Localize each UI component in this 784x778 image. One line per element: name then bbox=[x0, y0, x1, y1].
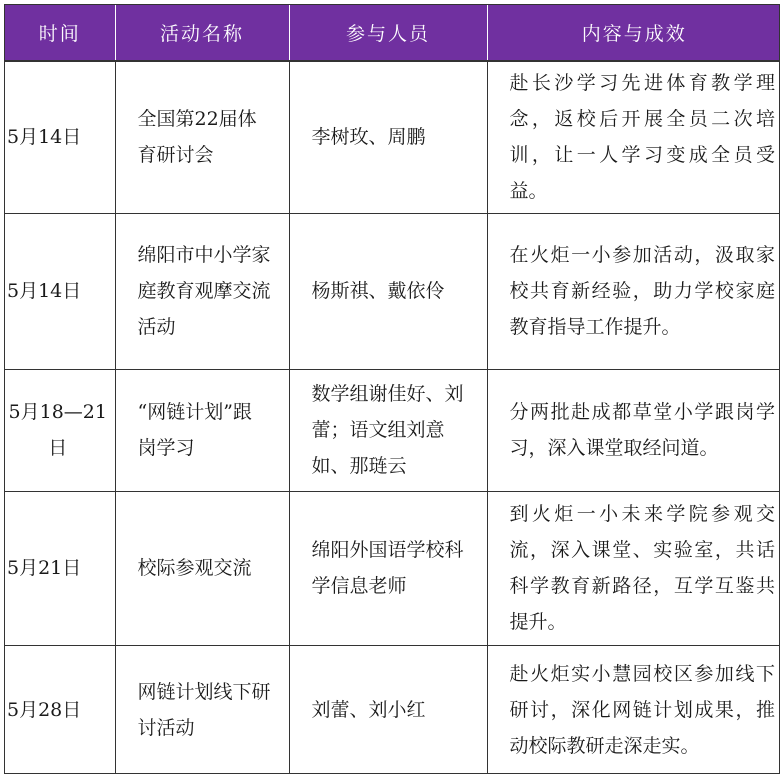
cell-content-results: 赴长沙学习先进体育教学理念，返校后开展全员二次培训，让一人学习变成全员受益。 bbox=[487, 61, 780, 213]
header-row bbox=[5, 5, 780, 61]
cell-participants: 刘蕾、刘小红 bbox=[289, 645, 487, 774]
header-time: 时间 bbox=[5, 5, 115, 61]
cell-participants: 杨斯祺、戴依伶 bbox=[289, 213, 487, 369]
cell-content-results: 到火炬一小未来学院参观交流，深入课堂、实验室，共话科学教育新路径，互学互鉴共提升。 bbox=[487, 491, 780, 645]
table-row bbox=[5, 491, 780, 645]
table-row bbox=[5, 369, 780, 491]
cell-activity-name: 全国第22届体育研讨会 bbox=[115, 61, 289, 213]
activity-table-container bbox=[4, 4, 780, 774]
table-header bbox=[5, 5, 780, 61]
cell-participants: 李树玫、周鹏 bbox=[289, 61, 487, 213]
header-participants: 参与人员 bbox=[289, 5, 487, 61]
cell-time: 5月14日 bbox=[5, 213, 115, 369]
cell-content-results: 分两批赴成都草堂小学跟岗学习，深入课堂取经问道。 bbox=[487, 369, 780, 491]
table-row bbox=[5, 645, 780, 774]
table-row bbox=[5, 213, 780, 369]
header-activity-name: 活动名称 bbox=[115, 5, 289, 61]
cell-time: 5月28日 bbox=[5, 645, 115, 774]
cell-participants: 数学组谢佳好、刘蕾；语文组刘意如、那琏云 bbox=[289, 369, 487, 491]
cell-activity-name: “网链计划”跟岗学习 bbox=[115, 369, 289, 491]
cell-time: 5月21日 bbox=[5, 491, 115, 645]
cell-time: 5月14日 bbox=[5, 61, 115, 213]
table-row bbox=[5, 61, 780, 213]
activity-table bbox=[5, 5, 780, 774]
header-content-results: 内容与成效 bbox=[487, 5, 780, 61]
cell-content-results: 在火炬一小参加活动，汲取家校共育新经验，助力学校家庭教育指导工作提升。 bbox=[487, 213, 780, 369]
cell-participants: 绵阳外国语学校科学信息老师 bbox=[289, 491, 487, 645]
cell-activity-name: 校际参观交流 bbox=[115, 491, 289, 645]
cell-content-results: 赴火炬实小慧园校区参加线下研讨，深化网链计划成果，推动校际教研走深走实。 bbox=[487, 645, 780, 774]
cell-time: 5月18—21日 bbox=[5, 369, 115, 491]
cell-activity-name: 网链计划线下研讨活动 bbox=[115, 645, 289, 774]
cell-activity-name: 绵阳市中小学家庭教育观摩交流活动 bbox=[115, 213, 289, 369]
table-body bbox=[5, 61, 780, 774]
